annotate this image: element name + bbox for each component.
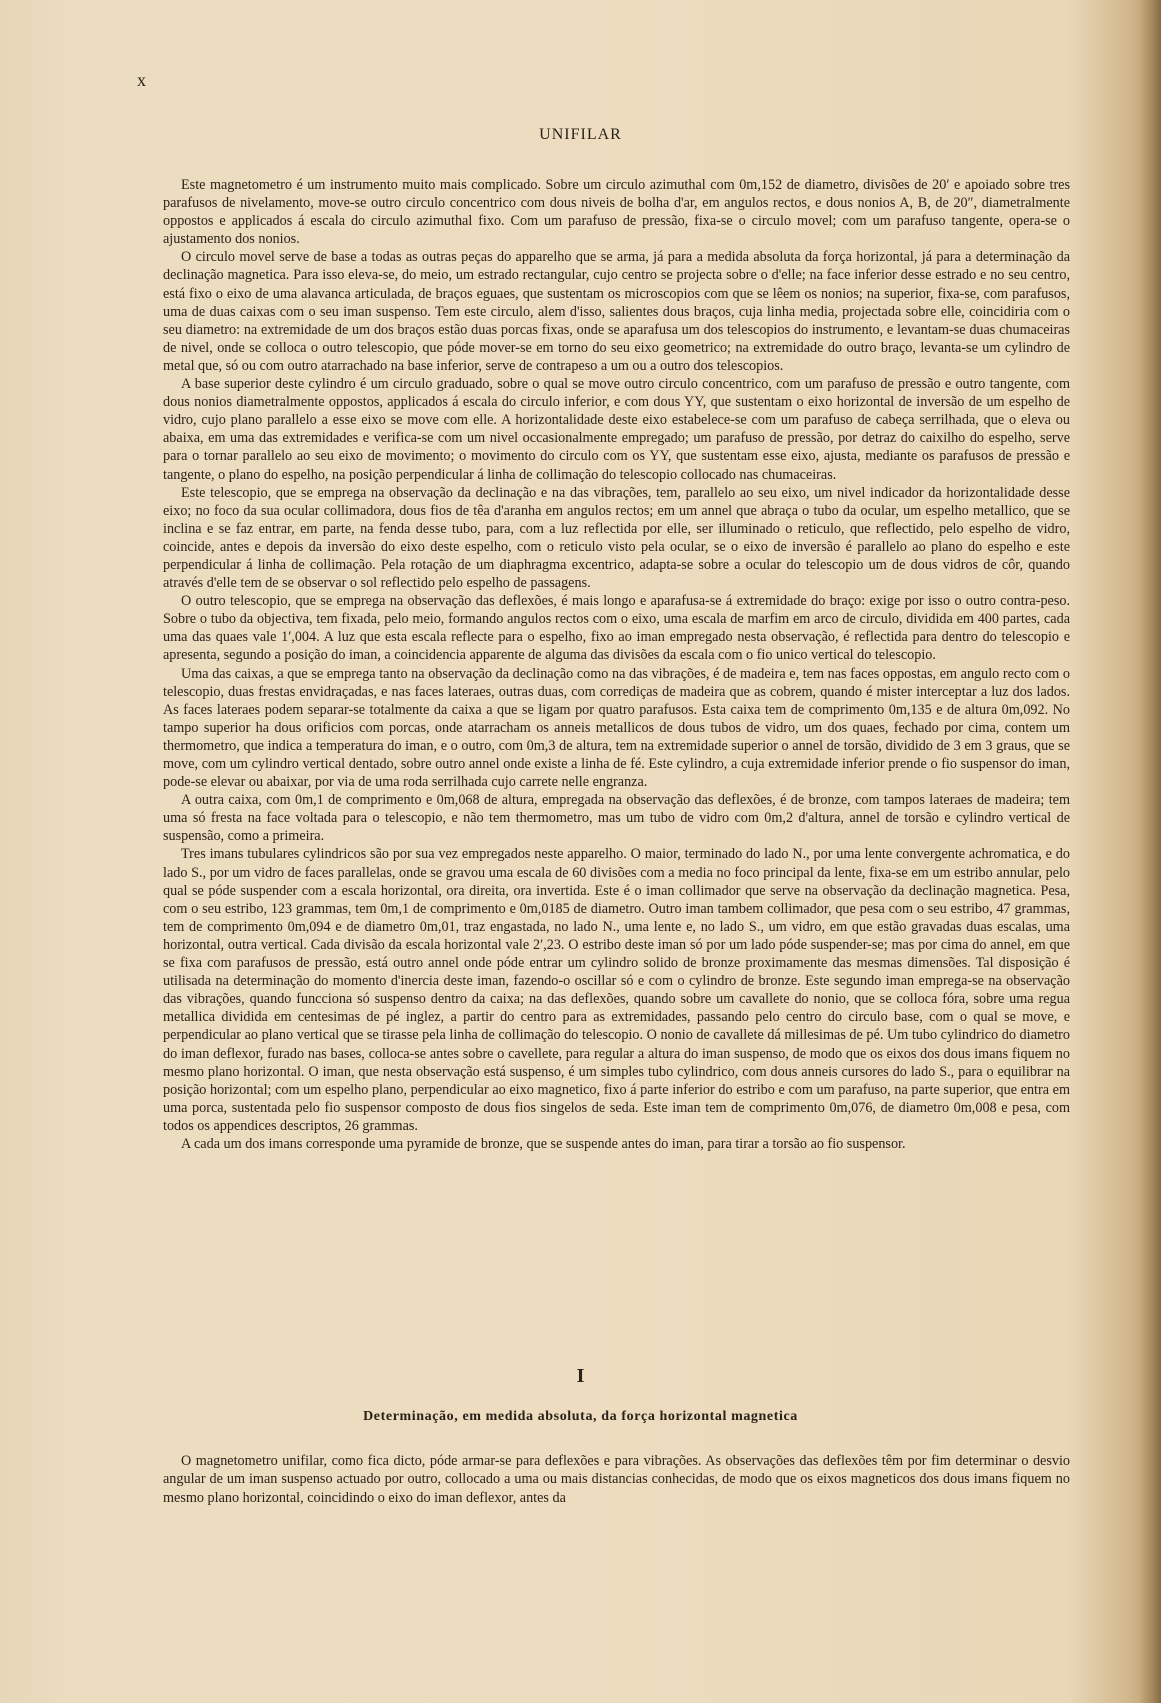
- paragraph: A base superior deste cylindro é um circulo graduado, sobre o qual se move outro circulo concentrico, com um parafuso de pressão e outro tangente, com dous nonios diametralmente oppostos, applicados á escala do circulo inferior, e com dous YY, que sustentam o eixo horizontal de inversão de um espelho de vidro, cujo plano parallelo a esse eixo se move com elle. A horizontalidade deste eixo estabelece-se com um parafuso de cabeça serrilhada, que o eleva ou abaixa, em uma das extremidades e verifica-se com um nivel occasionalmente empregado; um parafuso de pressão, por detraz do caixilho do espelho, serve para o tornar parallelo ao seu eixo de movimento; o movimento do circulo com os YY, que sustentam esse eixo, ajusta, mediante os parafusos de pressão e tangente, o plano do espelho, na posição perpendicular á linha de collimação do telescopio collocado nas chumaceiras.: [163, 376, 1070, 483]
- paragraph: A outra caixa, com 0m,1 de comprimento e 0m,068 de altura, empregada na observação das deflexões, é de bronze, com tampos lateraes de madeira; tem uma só fresta na face voltada para o telescopio, e não tem thermometro, mas um tubo de vidro com 0m,2 d'altura, annel de torsão e cylindro vertical de suspensão, como a primeira.: [163, 792, 1070, 845]
- paragraph: O circulo movel serve de base a todas as outras peças do apparelho que se arma, já para a medida absoluta da força horizontal, já para a determinação da declinação magnetica. Para isso eleva-se, do meio, um estrado rectangular, cujo centro se projecta sobre o d'elle; na face inferior desse estrado e no seu centro, está fixo o eixo de uma alavanca articulada, de braços eguaes, que sustentam os microscopios com que se lêem os nonios; na superior, fixa-se, com parafusos, uma de duas caixas com o seu iman suspenso. Tem este circulo, alem d'isso, salientes dous braços, cuja linha media, projectada sobre elle, coincidiria com o seu diametro: na extremidade de um dos braços estão duas porcas fixas, onde se aparafusa um dos telescopios do instrumento, e levantam-se duas chumaceiras de nivel, onde se colloca o outro telescopio, que póde mover-se em torno do seu eixo geometrico; na extremidade do outro braço, levanta-se um cylindro de metal que, só ou com outro atarrachado na base inferior, serve de contrapeso a um ou a outro dos telescopios.: [163, 249, 1070, 374]
- chapter-numeral: I: [576, 1365, 585, 1387]
- chapter-body-text: [163, 1452, 1070, 1507]
- page-number: x: [137, 70, 147, 90]
- paragraph: O outro telescopio, que se emprega na observação das deflexões, é mais longo e aparafusa-se á extremidade do braço: exige por isso o outro contra-peso. Sobre o tubo da objectiva, tem fixada, pelo meio, formando angulos rectos com o eixo, uma escala de marfim em arco de circulo, dividida em 400 partes, cada uma das quaes vale 1′,004. A luz que esta escala reflecte para o espelho, fixo ao iman empregado nesta observação, é reflectida para dentro do telescopio e apresenta, segundo a posição do iman, a coincidencia apparente de alguma das divisões da escala com o fio unico vertical do telescopio.: [163, 593, 1070, 664]
- paragraph: Uma das caixas, a que se emprega tanto na observação da declinação como na das vibrações, é de madeira e, tem nas faces oppostas, em angulo recto com o telescopio, duas frestas envidraçadas, e nas faces lateraes, outras duas, com corrediças de madeira que as cobrem, quando é mister interceptar a luz dos lados. As faces lateraes podem separar-se totalmente da caixa a que se ligam por quatro parafusos. Esta caixa tem de comprimento 0m,135 e de altura 0m,092. No tampo superior ha dous orificios com porcas, onde atarracham os anneis metallicos de dous tubos de vidro, um dos quaes, fechado por cima, contem um thermometro, que indica a temperatura do iman, e o outro, com 0m,3 de altura, tem na extremidade superior o annel de torsão, dividido de 3 em 3 graus, que se move, com um cylindro vertical dentado, sobre outro annel onde existe a linha de fé. Este cylindro, a cuja extremidade inferior prende o fio suspensor do iman, pode-se elevar ou abaixar, por via de uma roda serrilhada cujo carrete nelle engranza.: [163, 665, 1070, 791]
- paragraph: Tres imans tubulares cylindricos são por sua vez empregados neste apparelho. O maior, terminado do lado N., por uma lente convergente achromatica, e do lado S., por um vidro de faces parallelas, onde se gravou uma escala de 60 divisões com a media no foco principal da lente, fixa-se em um estribo annular, pelo qual se póde suspender com a escala horizontal, ora direita, ora invertida. Este é o iman collimador que serve na observação da declinação magnetica. Pesa, com o seu estribo, 123 grammas, tem 0m,1 de comprimento e 0m,0185 de diametro. Outro iman tambem collimador, que pesa com o seu estribo, 47 grammas, tem de comprimento 0m,094 e de diametro 0m,01, traz engastada, no lado N., uma lente e, no lado S., um vidro, em que estão gravadas duas escalas, uma horizontal, outra vertical. Cada divisão da escala horizontal vale 2′,23. O estribo deste iman só por um lado póde suspender-se; mas por cima do annel, em que se fixa com parafusos de pressão, está outro annel onde póde entrar um cylindro solido de bronze proximamente das mesmas dimensões. Tal disposição é utilisada na determinação do momento d'inercia deste iman, fazendo-o oscillar só e com o cylindro de bronze. Este segundo iman emprega-se na observação das vibrações, quando funcciona só suspenso dentro da caixa; na das deflexões, quando sobre um cavallete do nonio, que se colloca fóra, sobre uma regua metallica dividida em centesimas de pé inglez, a partir do centro para as extremidades, passando pelo centro do circulo base, com o qual se move, e perpendicular ao plano vertical que se tirasse pela linha de collimação do telescopio. O nonio de cavallete dá millesimas de pé. Um tubo cylindrico do diametro do iman deflexor, furado nas bases, colloca-se antes sobre o cavellete, para regular a altura do iman suspenso, de modo que os eixos dos dous imans fiquem no mesmo plano horizontal. O iman, que nesta observação está suspenso, é um simples tubo cylindrico, com dous anneis cursores do lado S., para o equilibrar na posição horizontal; com um espelho plano, perpendicular ao eixo magnetico, fixo á parte inferior do estribo e com um parafuso, na parte superior, que entra em uma porca, sustentada pelo fio suspensor composto de dous fios singelos de seda. Este iman tem de comprimento 0m,076, de diametro 0m,008 e pesa, com todos os appendices descriptos, 26 grammas.: [163, 846, 1070, 1134]
- paragraph: Este telescopio, que se emprega na observação da declinação e na das vibrações, tem, parallelo ao seu eixo, um nivel indicador da horizontalidade desse eixo; no foco da sua ocular collimadora, dous fios de têa d'aranha em angulos rectos; em um annel que abraça o tubo da ocular, um espelho metallico, que se inclina e se faz entrar, em parte, na fenda desse tubo, para, com a luz reflectida por elle, ser illuminado o reticulo, que reflectido, pelo espelho de vidro, coincide, antes e depois da inversão do eixo deste espelho, com o reticulo visto pela ocular, se o eixo de inversão é parallelo ao plano do espelho e este perpendicular á linha de collimação. Pela rotação de um diaphragma excentrico, adapta-se sobre a ocular do telescopio um de dous vidros de côr, quando através d'elle tem de se observar o sol reflectido pelo espelho de passagens.: [163, 484, 1070, 592]
- chapter-title: Determinação, em medida absoluta, da força horizontal magnetica: [363, 1409, 798, 1424]
- paragraph: Este magnetometro é um instrumento muito mais complicado. Sobre um circulo azimuthal com 0m,152 de diametro, divisões de 20′ e apoiado sobre tres parafusos de nivelamento, move-se outro circulo concentrico com dous niveis de bolha d'ar, em angulos rectos, e dous nonios A, B, de 20″, diametralmente oppostos e applicados á escala do circulo azimuthal fixo. Com um parafuso de pressão, fixa-se o circulo movel; com um parafuso tangente, opera-se o ajustamento dos nonios.: [163, 177, 1070, 248]
- section-heading: UNIFILAR: [539, 126, 622, 143]
- paragraph: A cada um dos imans corresponde uma pyramide de bronze, que se suspende antes do iman, para tirar a torsão ao fio suspensor.: [181, 1135, 906, 1152]
- body-text: [163, 176, 1070, 1153]
- paragraph: O magnetometro unifilar, como fica dicto, póde armar-se para deflexões e para vibrações. As observações das deflexões têm por fim determinar o desvio angular de um iman suspenso actuado por outro, collocado a uma ou mais distancias conhecidas, de modo que os eixos magneticos dos dous imans fiquem no mesmo plano horizontal, coincidindo o eixo do iman deflexor, antes da: [163, 1453, 1070, 1506]
- page-binding-shadow: [1139, 0, 1161, 1703]
